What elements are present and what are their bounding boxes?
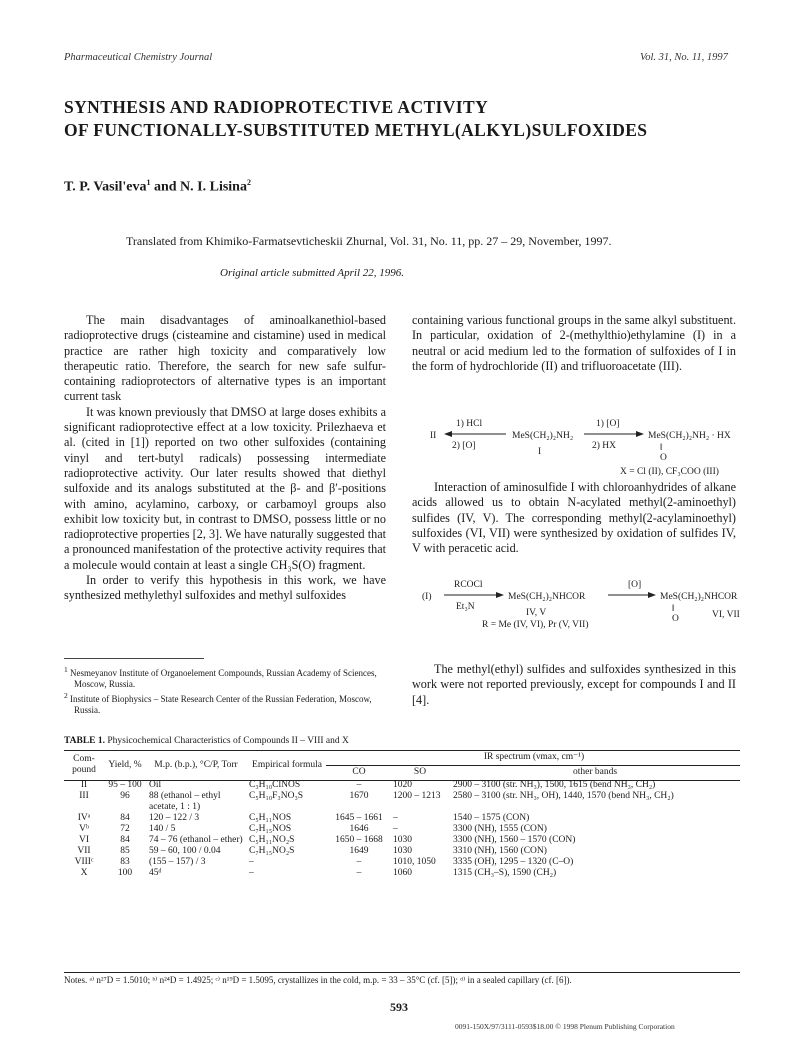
table-cell: 140 / 5	[149, 824, 176, 834]
scheme1-product-ii: II	[430, 431, 437, 441]
copyright: 0091-150X/97/3111-0593$18.00 © 1998 Plenum Publishing Corporation	[455, 1022, 675, 1031]
title-line-2: OF FUNCTIONALLY-SUBSTITUTED METHYL(ALKYL)SULFOXIDES	[64, 120, 648, 140]
right-arrow-icon	[444, 590, 504, 600]
table-cell: VIIIᶜ	[74, 857, 94, 867]
col-header-co: CO	[352, 767, 366, 777]
paragraph: It was known previously that DMSO at large doses exhibits a significant radioprotective effect at a low toxicity. Prilezhaeva et al. (cited in [1]) reported on two other sulfoxides (containing vinyl and tert-butyl radicals) possessing intermediate radioprotective activity. Our later results showed that diethyl sulfoxide and its analogs substituted at the β- and β′-positions with amino, acylamino, carboxy, or carbamoyl groups also exhibit low toxicity but, in contrast to DMSO, possess little or no radioprotective properties [2, 3]. We have naturally suggested that a pronounced manifestation of the protective activity requires that a molecule would contain at least a single CH₃S(O) fragment.	[64, 404, 386, 572]
submission-date: Original article submitted April 22, 1996.	[220, 267, 405, 279]
table-bottom-rule	[64, 972, 740, 973]
scheme2-label-iv-v: IV, V	[526, 608, 547, 618]
table-cell: 120 – 122 / 3	[149, 813, 200, 823]
table-cell: 1670	[349, 791, 369, 801]
table-cell: 1645 – 1661	[335, 813, 383, 823]
volume-info: Vol. 31, No. 11, 1997	[640, 52, 728, 63]
table-row	[64, 813, 740, 824]
table-cell: 1540 – 1575 (CON)	[453, 813, 530, 823]
author-1: T. P. Vasil'eva	[64, 179, 147, 195]
table-body	[64, 780, 740, 879]
table-cell: 74 – 76 (ethanol – ether)	[149, 835, 243, 845]
col-header-formula: Empirical formula	[252, 759, 322, 770]
table-row	[64, 780, 740, 791]
footnote-1: $^1$ Nesmeyanov Institute of Organoelement Compounds, Russian Academy of Sciences, Moscow, Russia.	[64, 665, 377, 689]
table-cell: 3300 (NH), 1560 – 1570 (CON)	[453, 835, 576, 845]
table-cell: 84	[120, 813, 130, 823]
table-cell: –	[249, 868, 254, 878]
table-cell: 84	[120, 835, 130, 845]
table-cell: 3300 (NH), 1555 (CON)	[453, 824, 547, 834]
scheme1-reagent-1: 1) HCl	[456, 419, 483, 429]
left-column	[64, 313, 386, 604]
col-header-compound: Com-pound	[72, 754, 96, 775]
table-cell: 1650 – 1668	[335, 835, 383, 845]
table-row	[64, 846, 740, 857]
table-cell: 1010, 1050	[393, 857, 436, 867]
table-cell: 3310 (NH), 1560 (CON)	[453, 846, 547, 856]
table-cell: –	[356, 780, 362, 790]
table-cell: Oil	[149, 780, 162, 790]
table-cell: 1060	[393, 868, 412, 878]
table-cell: –	[249, 857, 254, 867]
table-cell: 85	[120, 846, 130, 856]
col-header-so: SO	[413, 767, 427, 777]
scheme2-reagent-3: [O]	[628, 580, 642, 590]
table-cell: C₇H₁₅NOS	[249, 824, 292, 834]
oxygen-atom: O	[660, 453, 667, 463]
scheme2-sulfide: MeS(CH₂)₂NHCOR	[508, 592, 586, 602]
col-header-other: other bands	[572, 767, 618, 777]
paragraph: containing various functional groups in the same alkyl substituent. In particular, oxidation of 2-(methylthio)ethylamine (I) in a neutral or acid medium led to the formation of sulfoxides of I in the form of hydrochloride (II) and trifluoroacetate (III).	[412, 313, 736, 373]
scheme2-label-vi-vii: VI, VII	[712, 610, 740, 620]
title-line-1: SYNTHESIS AND RADIOPROTECTIVE ACTIVITY	[64, 97, 489, 117]
table-cell: 59 – 60, 100 / 0.04	[149, 846, 221, 856]
table-cell: 1646	[349, 824, 369, 834]
scheme2-sulfoxide: MeS(CH₂)₂NHCOR	[660, 592, 738, 602]
right-column-text-2	[412, 480, 736, 556]
table-cell: 1020	[393, 780, 412, 790]
authors	[64, 178, 251, 196]
scheme2-start: (I)	[422, 592, 432, 602]
table-cell: X	[80, 868, 88, 878]
table-cell: 96	[120, 791, 130, 801]
table-row	[64, 824, 740, 835]
data-table	[64, 750, 740, 879]
table-cell: C₇H₁₅NO₂S	[249, 846, 295, 856]
table-cell: 45ᵈ	[149, 868, 162, 878]
table-cell: Vᵇ	[79, 824, 89, 834]
table-cell: 100	[117, 868, 133, 878]
table-cell: 1200 – 1213	[393, 791, 441, 801]
scheme1-reagent-4: 2) HX	[592, 441, 617, 451]
page-number: 593	[390, 1000, 408, 1014]
table-cell: 1030	[393, 835, 412, 845]
table-cell: C₅H₁₁NO₂S	[249, 835, 295, 845]
article-title	[64, 96, 744, 142]
right-column-text-3	[412, 662, 736, 708]
footnote-2: $^2$ Institute of Biophysics – State Research Center of the Russian Federation, Moscow, Russia.	[64, 691, 372, 715]
table-cell: –	[393, 813, 398, 823]
table-cell: –	[356, 857, 362, 867]
right-column-text-1	[412, 313, 736, 374]
table-cell: C₅H₁₀F₃NO₃S	[249, 791, 304, 801]
author-1-affil: 1	[146, 178, 151, 187]
table-row	[64, 857, 740, 868]
col-header-ir: IR spectrum (νmax, cm⁻¹)	[483, 752, 585, 762]
table-cell: 88 (ethanol – ethyl acetate, 1 : 1)	[149, 791, 221, 812]
col-header-mp: M.p. (b.p.), °C/P, Torr	[154, 759, 238, 770]
author-2-affil: 2	[246, 178, 251, 187]
paragraph: The main disadvantages of aminoalkanethiol-based radioprotective drugs (cisteamine and cistamine) used in medical practice are rather high toxicity and comparatively low therapeutic ratio. Therefore, the search for new safe sulfur-containing radioprotectors of alternative types is an important current task	[64, 313, 386, 404]
table-cell: 83	[120, 857, 130, 867]
table-cell: II	[80, 780, 88, 790]
table-row	[64, 868, 740, 879]
table-caption: TABLE 1. Physicochemical Characteristics of Compounds II – VIII and X	[64, 736, 349, 746]
table-cell: (155 – 157) / 3	[149, 857, 206, 867]
table-cell: C₃H₁₀ClNOS	[249, 780, 301, 790]
scheme1-start-compound: MeS(CH₂)₂NH₂	[512, 431, 574, 441]
scheme2-reagent-1: RCOCl	[454, 580, 483, 590]
right-arrow-icon	[608, 590, 656, 600]
table-cell: IVᵃ	[77, 813, 91, 823]
scheme1-reagent-2: 2) [O]	[452, 441, 476, 451]
scheme1-label-i: I	[538, 447, 542, 457]
table-notes: Notes. ᵃ⁾ n²⁷D = 1.5010; ᵇ⁾ n²⁴D = 1.4925; ᶜ⁾ n¹⁹D = 1.5095, crystallizes in the cold, m.p. = 33 – 35°C (cf. [5]); ᵈ⁾ in a sealed capillary (cf. [6]).	[64, 975, 572, 985]
table-cell: III	[79, 791, 89, 801]
table-cell: 2900 – 3100 (str. NH₃), 1500, 1615 (bend NH₃, CH₂)	[453, 780, 656, 790]
double-bond: ‖	[660, 443, 663, 453]
table-cell: 1649	[349, 846, 369, 856]
table-cell: VII	[77, 846, 91, 856]
col-header-yield: Yield, %	[108, 759, 142, 770]
table-cell: 72	[120, 824, 130, 834]
translation-note: Translated from Khimiko-Farmatsevticheskii Zhurnal, Vol. 31, No. 11, pp. 27 – 29, November, 1997.	[126, 234, 612, 248]
paragraph: The methyl(ethyl) sulfides and sulfoxides synthesized in this work were not reported previously, except for compounds I and II [4].	[412, 662, 736, 707]
footnote-divider	[64, 658, 204, 659]
table-cell: –	[393, 824, 398, 834]
double-bond: ‖	[672, 604, 675, 614]
table-cell: VI	[78, 835, 90, 845]
right-arrow-icon	[584, 429, 644, 439]
table-cell: 2580 – 3100 (str. NH₃, OH), 1440, 1570 (bend NH₃, CH₂)	[453, 791, 674, 801]
scheme2-r-definition: R = Me (IV, VI), Pr (V, VII)	[482, 620, 589, 630]
oxygen-atom: O	[672, 614, 679, 624]
table-cell: –	[356, 868, 362, 878]
table-cell: C₅H₁₁NOS	[249, 813, 292, 823]
paragraph: Interaction of aminosulfide I with chloroanhydrides of alkane acids allowed us to obtain N-acylated methyl(2-aminoethyl) sulfides (IV, V). The corresponding methyl(2-acylaminoethyl) sulfoxides (VI, VII) were synthesized by oxidation of sulfides IV, V with peracetic acid.	[412, 480, 736, 556]
table-cell: 1030	[393, 846, 412, 856]
table-row	[64, 835, 740, 846]
authors-and: and	[153, 179, 177, 195]
scheme2-reagent-2: Et₃N	[456, 602, 475, 612]
scheme1-x-definition: X = Cl (II), CF₃COO (III)	[620, 467, 719, 477]
table-cell: 1315 (CH₃–S), 1590 (CH₂)	[453, 868, 557, 878]
author-2: N. I. Lisina	[180, 179, 247, 195]
table-row	[64, 791, 740, 813]
table-cell: 3335 (OH), 1295 – 1320 (C–O)	[453, 857, 574, 867]
paragraph: In order to verify this hypothesis in this work, we have synthesized methylethyl sulfoxides and methyl sulfoxides	[64, 573, 386, 603]
scheme1-reagent-3: 1) [O]	[596, 419, 620, 429]
journal-name: Pharmaceutical Chemistry Journal	[64, 52, 213, 63]
table-cell: 95 – 100	[108, 780, 142, 790]
scheme1-product: MeS(CH₂)₂NH₂ · HX	[648, 431, 731, 441]
left-arrow-icon	[444, 429, 508, 439]
footnotes	[64, 664, 394, 716]
